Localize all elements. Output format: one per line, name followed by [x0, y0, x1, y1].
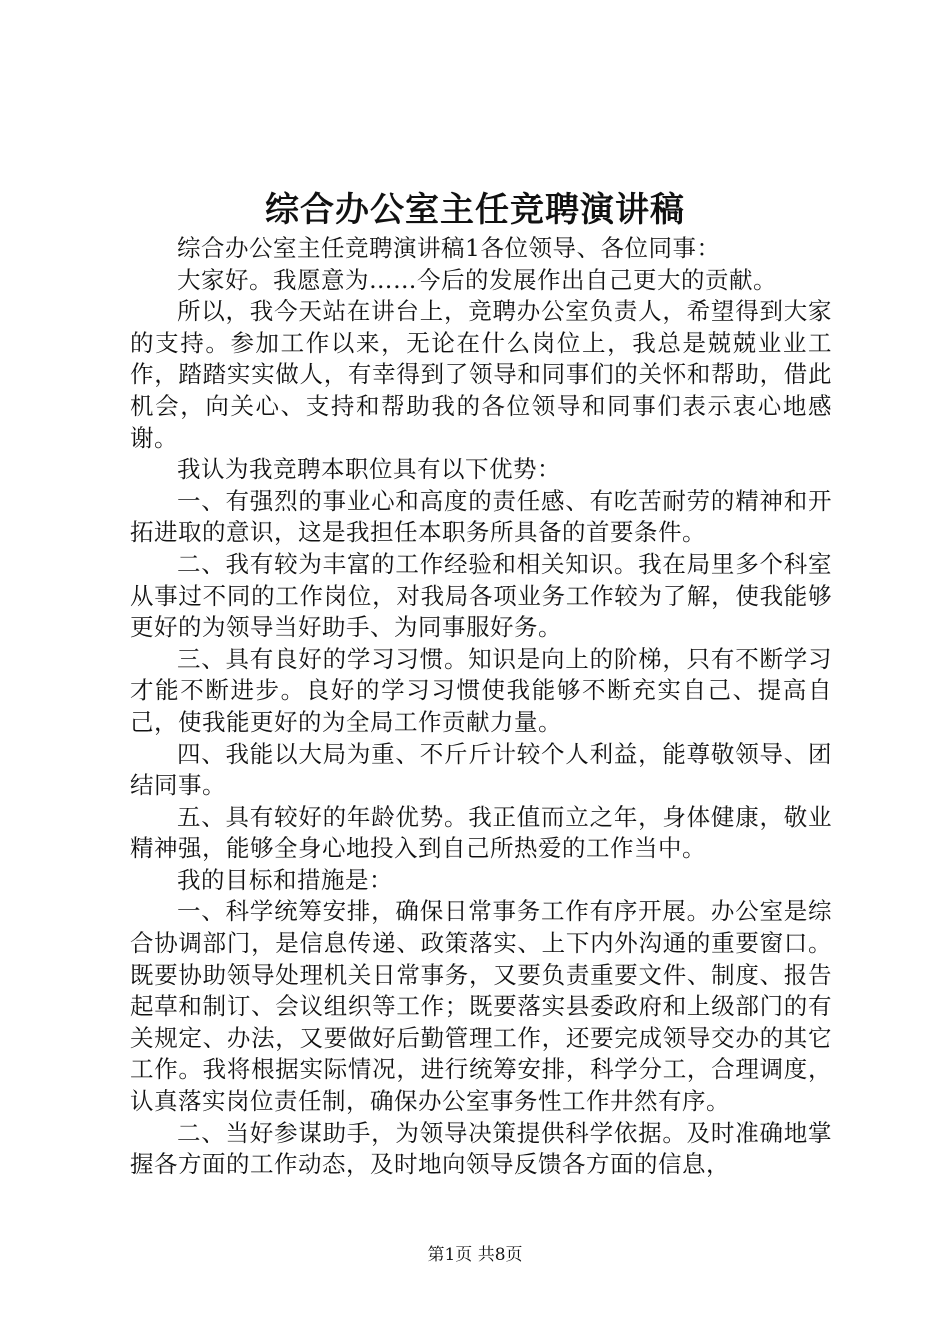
paragraph: 一、有强烈的事业心和高度的责任感、有吃苦耐劳的精神和开拓进取的意识，这是我担任本职务所具备的首要条件。	[130, 486, 832, 547]
paragraph: 大家好。我愿意为……今后的发展作出自己更大的贡献。	[177, 265, 777, 294]
paragraph: 二、当好参谋助手，为领导决策提供科学依据。及时准确地掌握各方面的工作动态，及时地向领导反馈各方面的信息，	[130, 1118, 832, 1179]
document-title: 综合办公室主任竞聘演讲稿	[265, 190, 685, 230]
document-body	[130, 233, 832, 1181]
paragraph: 我的目标和措施是：	[177, 865, 393, 894]
paragraph: 所以，我今天站在讲台上，竞聘办公室负责人，希望得到大家的支持。参加工作以来，无论在什么岗位上，我总是兢兢业业工作，踏踏实实做人，有幸得到了领导和同事们的关怀和帮助，借此机会，向关心、支持和帮助我的各位领导和同事们表示衷心地感谢。	[130, 297, 832, 452]
page-footer: 第1页 共8页	[427, 1245, 523, 1265]
paragraph: 五、具有较好的年龄优势。我正值而立之年，身体健康，敬业精神强，能够全身心地投入到自己所热爱的工作当中。	[130, 802, 832, 863]
paragraph: 综合办公室主任竞聘演讲稿1各位领导、各位同事：	[177, 234, 721, 262]
paragraph: 我认为我竞聘本职位具有以下优势：	[177, 455, 561, 484]
paragraph: 三、具有良好的学习习惯。知识是向上的阶梯，只有不断学习才能不断进步。良好的学习习惯使我能够不断充实自己、提高自己，使我能更好的为全局工作贡献力量。	[130, 644, 832, 736]
paragraph: 二、我有较为丰富的工作经验和相关知识。我在局里多个科室从事过不同的工作岗位，对我局各项业务工作较为了解，使我能够更好的为领导当好助手、为同事服好务。	[130, 549, 832, 642]
paragraph: 一、科学统筹安排，确保日常事务工作有序开展。办公室是综合协调部门，是信息传递、政策落实、上下内外沟通的重要窗口。既要协助领导处理机关日常事务，又要负责重要文件、制度、报告起草和制订、会议组织等工作；既要落实县委政府和上级部门的有关规定、办法，又要做好后勤管理工作，还要完成领导交办的其它工作。我将根据实际情况，进行统筹安排，科学分工，合理调度，认真落实岗位责任制，确保办公室事务性工作井然有序。	[130, 897, 832, 1116]
paragraph: 四、我能以大局为重、不斤斤计较个人利益，能尊敬领导、团结同事。	[130, 739, 832, 800]
